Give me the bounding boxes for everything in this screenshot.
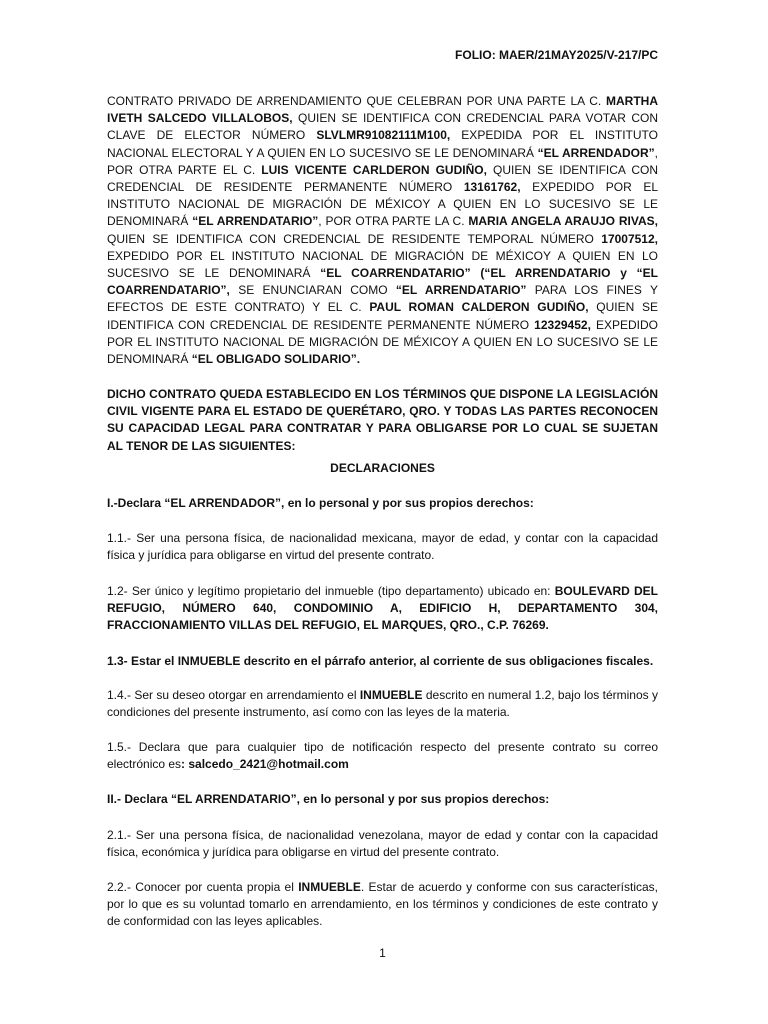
- page-number: 1: [379, 946, 386, 960]
- role-arrendatario: “EL ARRENDATARIO”: [395, 283, 527, 298]
- text: 1.4.- Ser su deseo otorgar en arrendamiento el: [107, 688, 360, 702]
- text: QUIEN SE IDENTIFICA CON CREDENCIAL PARA VOTAR CON CLAVE DE ELECTOR NÚMERO: [107, 111, 659, 143]
- text: 1.5.- Declara que para cualquier tipo de notificación respecto del presente contrato su correo electrónico es: [107, 740, 658, 772]
- clause-1-3: 1.3- Estar el INMUEBLE descrito en el párrafo anterior, al corriente de sus obligaciones fiscales.: [107, 654, 654, 668]
- elector-key: SLVLMR91082111M100,: [316, 128, 451, 143]
- folio-number: FOLIO: MAER/21MAY2025/V-217/PC: [455, 48, 658, 62]
- declaraciones-heading: DECLARACIONES: [330, 461, 435, 475]
- text: QUIEN SE IDENTIFICA CON CREDENCIAL DE RESIDENTE PERMANENTE NÚMERO: [107, 162, 659, 195]
- text: PARA LOS FINES Y EFECTOS DE ESTE CONTRATO) Y EL C.: [107, 283, 658, 315]
- legal-framework-paragraph: DICHO CONTRATO QUEDA ESTABLECIDO EN LOS TÉRMINOS QUE DISPONE LA LEGISLACIÓN CIVIL VIGENTE PARA EL ESTADO DE QUERÉTARO, QRO. Y TODAS LAS PARTES RECONOCEN SU CAPACIDAD LEGAL PARA CONTRATAR Y PARA OBLIGARSE POR LO CUAL SE SUJETAN AL TENOR DE LAS SIGUIENTES:: [107, 387, 658, 453]
- party-name-arrendador: MARTHA IVETH SALCEDO VILLALOBOS,: [107, 94, 658, 126]
- text: EXPEDIDO POR EL INSTITUTO NACIONAL DE MIGRACIÓN DE MÉXICOY A QUIEN EN LO SUCESIVO SE LE DENOMINARÁ: [107, 248, 658, 281]
- inmueble-term: INMUEBLE: [298, 880, 361, 894]
- residence-number: 12329452,: [534, 317, 591, 332]
- text: descrito en numeral 1.2, bajo los términos y condiciones del presente instrumento, así como con las leyes de la materia.: [107, 688, 658, 720]
- text: SE ENUNCIARAN COMO: [229, 283, 396, 298]
- section-ii-heading: II.- Declara “EL ARRENDATARIO”, en lo personal y por sus propios derechos:: [107, 792, 550, 806]
- clause-2-2: [107, 879, 658, 931]
- role-arrendatario: “EL ARRENDATARIO”: [192, 214, 319, 229]
- clause-2-1: 2.1.- Ser una persona física, de nacionalidad venezolana, mayor de edad y contar con la capacidad física, económica y jurídica para obligarse en virtud del presente contrato.: [107, 828, 658, 860]
- property-address: BOULEVARD DEL REFUGIO, NÚMERO 640, CONDOMINIO A, EDIFICIO H, DEPARTAMENTO 304, FRACCIONAMIENTO VILLAS DEL REFUGIO, EL MARQUES, QRO., C.P. 76269.: [107, 584, 658, 633]
- text: QUIEN SE IDENTIFICA CON CREDENCIAL DE RESIDENTE TEMPORAL NÚMERO: [107, 231, 602, 246]
- party-name-obligado: PAUL ROMAN CALDERON GUDIÑO,: [369, 300, 589, 315]
- role-coarrendatario: “EL COARRENDATARIO” (“EL ARRENDATARIO y “EL COARRENDATARIO”,: [107, 266, 658, 298]
- inmueble-term: INMUEBLE: [359, 688, 423, 702]
- role-arrendador: “EL ARRENDADOR”: [537, 145, 655, 160]
- clause-1-5: [107, 739, 658, 773]
- party-name-arrendatario: LUIS VICENTE CARLDERON GUDIÑO,: [261, 162, 487, 177]
- party-name-coarrendatario: MARIA ANGELA ARAUJO RIVAS,: [468, 214, 658, 229]
- text: 1.2- Ser único y legítimo propietario del inmueble (tipo departamento) ubicado en:: [107, 584, 555, 598]
- contract-intro-paragraph: [107, 93, 658, 368]
- residence-number: 13161762,: [463, 180, 521, 195]
- text: , POR OTRA PARTE LA C.: [318, 214, 469, 229]
- text: CONTRATO PRIVADO DE ARRENDAMIENTO QUE CELEBRAN POR UNA PARTE LA C.: [107, 94, 606, 108]
- text: EXPEDIDA POR EL INSTITUTO NACIONAL ELECTORAL Y A QUIEN EN LO SUCESIVO SE LE DENOMINARÁ: [107, 128, 658, 160]
- section-i-heading: I.-Declara “EL ARRENDADOR”, en lo personal y por sus propios derechos:: [107, 496, 534, 510]
- email-address: : salcedo_2421@hotmail.com: [181, 757, 349, 772]
- clause-1-1: 1.1.- Ser una persona física, de nacionalidad mexicana, mayor de edad, y contar con la capacidad física y jurídica para obligarse en virtud del presente contrato.: [107, 531, 658, 563]
- clause-1-2: [107, 583, 658, 635]
- text: , POR OTRA PARTE EL C.: [107, 145, 658, 177]
- text: EXPEDIDO POR EL INSTITUTO NACIONAL DE MIGRACIÓN DE MÉXICOY A QUIEN EN LO SUCESIVO SE LE DENOMINARÁ: [107, 180, 658, 229]
- text: 2.2.- Conocer por cuenta propia el: [107, 880, 299, 894]
- text: QUIEN SE IDENTIFICA CON CREDENCIAL DE RESIDENTE PERMANENTE NÚMERO: [107, 300, 658, 332]
- clause-1-4: [107, 687, 658, 721]
- residence-number: 17007512,: [601, 231, 658, 246]
- role-obligado-solidario: “EL OBLIGADO SOLIDARIO”.: [191, 352, 361, 367]
- text: EXPEDIDO POR EL INSTITUTO NACIONAL DE MIGRACIÓN DE MÉXICOY A QUIEN EN LO SUCESIVO SE LE DENOMINARÁ: [107, 317, 659, 367]
- text: . Estar de acuerdo y conforme con sus características, por lo que es su voluntad tomarlo en arrendamiento, en los términos y condiciones de este contrato y de conformidad con las leyes aplicables.: [107, 880, 658, 929]
